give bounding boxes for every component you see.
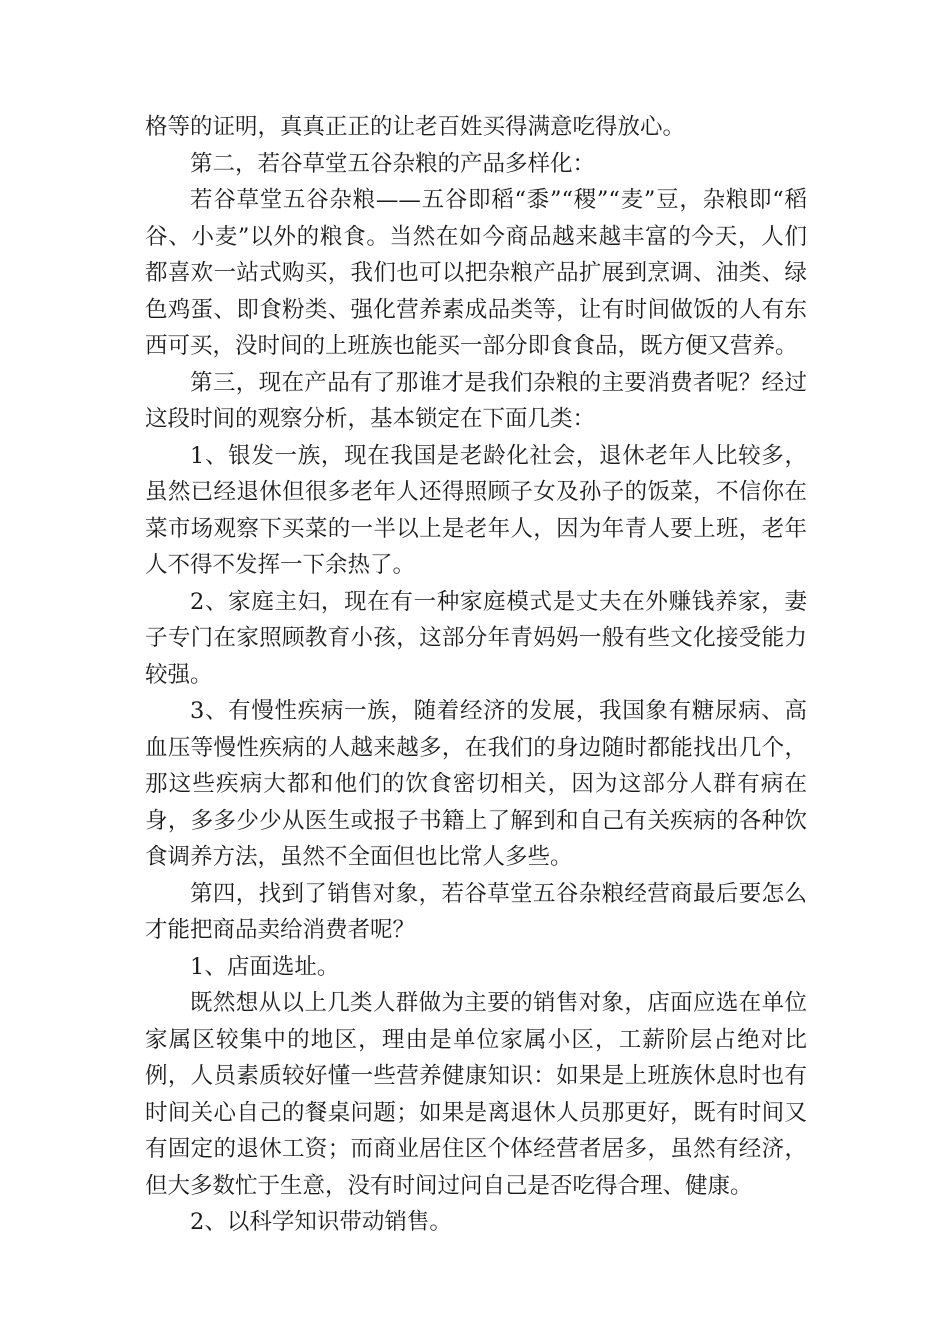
paragraph-5: 1、银发一族，现在我国是老龄化社会，退休老年人比较多，虽然已经退休但很多老年人还得照顾子女及孙子的饭菜，不信你在菜市场观察下买菜的一半以上是老年人，因为年青人要上班，老年人不得不发挥一下余热了。 bbox=[145, 442, 807, 578]
paragraph-10: 既然想从以上几类人群做为主要的销售对象，店面应选在单位家属区较集中的地区，理由是单位家属小区，工薪阶层占绝对比例，人员素质较好懂一些营养健康知识：如果是上班族休息时也有时间关心自己的餐桌问题；如果是离退休人员那更好，既有时间又有固定的退休工资；而商业居住区个体经营者居多，虽然有经济，但大多数忙于生意，没有时间过问自己是否吃得合理、健康。 bbox=[145, 990, 807, 1199]
document-body bbox=[145, 109, 807, 1241]
paragraph-8: 第四，找到了销售对象，若谷草堂五谷杂粮经营商最后要怎么才能把商品卖给消费者呢？ bbox=[145, 880, 807, 943]
paragraph-7: 3、有慢性疾病一族，随着经济的发展，我国象有糖尿病、高血压等慢性疾病的人越来越多，在我们的身边随时都能找出几个，那这些疾病大都和他们的饮食密切相关，因为这部分人群有病在身，多多少少从医生或报子书籍上了解到和自己有关疾病的各种饮食调养方法，虽然不全面但也比常人多些。 bbox=[145, 698, 807, 870]
paragraph-6: 2、家庭主妇，现在有一种家庭模式是丈夫在外赚钱养家，妻子专门在家照顾教育小孩，这部分年青妈妈一般有些文化接受能力较强。 bbox=[145, 588, 807, 688]
paragraph-11: 2、以科学知识带动销售。 bbox=[190, 1209, 452, 1235]
paragraph-1: 格等的证明，真真正正的让老百姓买得满意吃得放心。 bbox=[145, 114, 686, 140]
paragraph-4: 第三，现在产品有了那谁才是我们杂粮的主要消费者呢？经过这段时间的观察分析，基本锁定在下面几类： bbox=[145, 369, 807, 432]
paragraph-9: 1、店面选址。 bbox=[190, 953, 340, 980]
paragraph-3: 若谷草堂五谷杂粮——五谷即稻“黍”“稷”“麦”豆，杂粮即“稻谷、小麦”以外的粮食。当然在如今商品越来越丰富的今天，人们都喜欢一站式购买，我们也可以把杂粮产品扩展到烹调、油类、绿色鸡蛋、即食粉类、强化营养素成品类等，让有时间做饭的人有东西可买，没时间的上班族也能买一部分即食食品，既方便又营养。 bbox=[145, 187, 807, 359]
paragraph-2: 第二，若谷草堂五谷杂粮的产品多样化： bbox=[190, 150, 596, 177]
